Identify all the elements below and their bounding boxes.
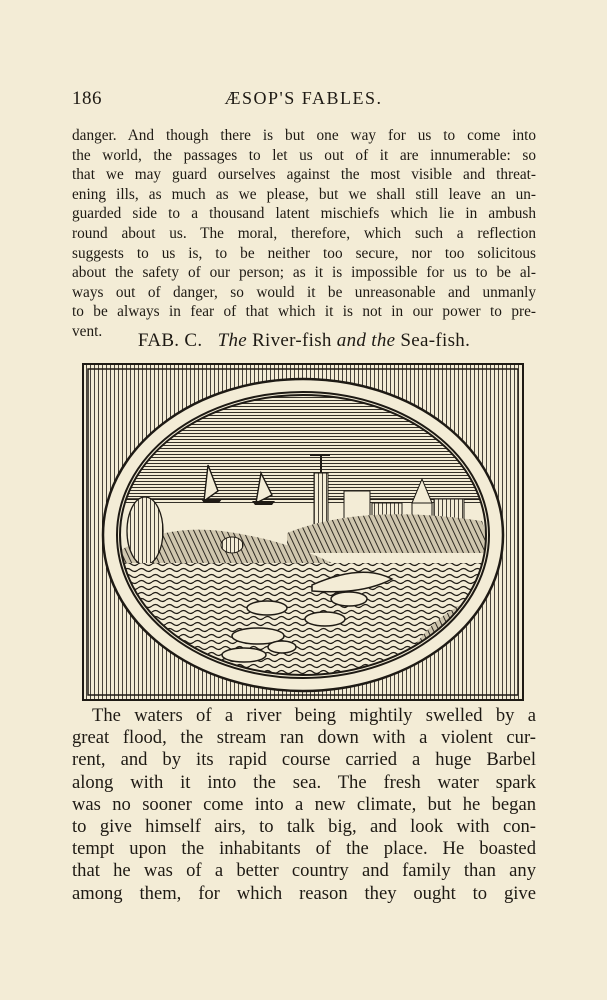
fable-title-subject1: River-fish xyxy=(252,330,332,351)
woodcut-icon xyxy=(82,363,524,701)
text-line: that we may guard ourselves against the most visible and threat- xyxy=(72,166,536,184)
text-line: guarded side to a thousand latent mischiefs which lie in ambush xyxy=(72,205,536,223)
text-line: rent, and by its rapid course carried a huge Barbel xyxy=(72,749,536,771)
text-line: vent. xyxy=(72,322,103,340)
running-title: ÆSOP'S FABLES. xyxy=(224,88,383,108)
text-line: ening ills, as much as we please, but we shall still leave an un- xyxy=(72,185,536,203)
fable-title-subject2: Sea-fish. xyxy=(400,330,471,351)
text-line: ways out of danger, so would it be unreasonable and unmanly xyxy=(72,283,536,301)
fable-title xyxy=(72,330,536,352)
text-line: The waters of a river being mightily swelled by a xyxy=(92,705,536,726)
text-line: about the safety of our person; as it is impossible for us to be al- xyxy=(72,264,536,282)
text-line: danger. And though there is but one way for us to come into xyxy=(72,127,536,144)
text-line: round about us. The moral, therefore, which such a reflection xyxy=(72,224,536,242)
text-line: that he was of a better country and family than any xyxy=(72,860,536,882)
page-header xyxy=(72,88,535,112)
text-line: suggests to us is, to be neither too secure, nor too solicitous xyxy=(72,244,536,262)
text-line: among them, for which reason they ought to give xyxy=(72,882,536,904)
text-line: was no sooner come into a new climate, but he began xyxy=(72,793,536,815)
text-line: to be always in fear of that which it is not in our power to pre- xyxy=(72,303,536,321)
woodcut-illustration xyxy=(82,363,524,701)
text-line: the world, the passages to let us out of it are innumerable: so xyxy=(72,146,536,164)
text-line: to give himself airs, to talk big, and look with con- xyxy=(72,816,536,838)
text-line: along with it into the sea. The fresh water spark xyxy=(72,771,536,793)
preceding-fable-text xyxy=(72,126,536,342)
text-line: tempt upon the inhabitants of the place. He boasted xyxy=(72,838,536,860)
text-line: great flood, the stream ran down with a violent cur- xyxy=(72,727,536,749)
fable-title-the: The xyxy=(217,330,247,351)
fable-text xyxy=(72,705,536,905)
fable-title-and-the: and the xyxy=(336,330,396,351)
fable-number: FAB. C. xyxy=(137,330,203,351)
page-number: 186 xyxy=(72,88,102,109)
